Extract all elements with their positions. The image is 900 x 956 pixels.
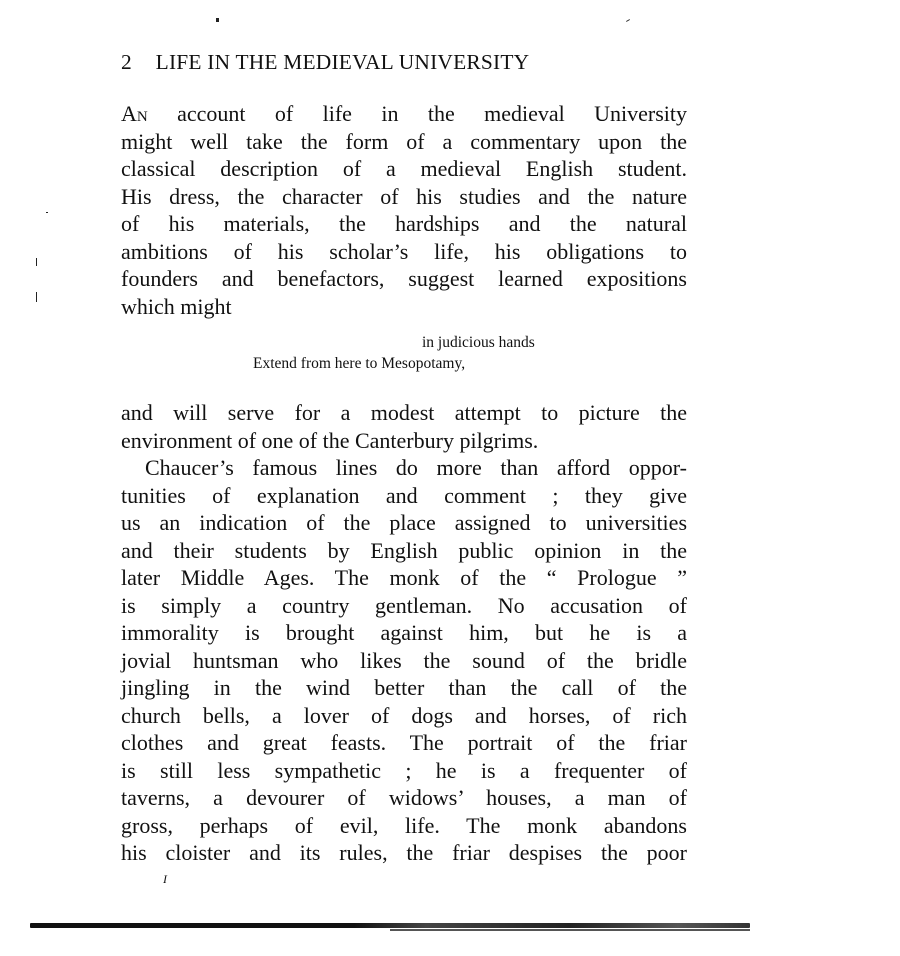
text-line: founders and benefactors, suggest learned expositions bbox=[121, 266, 687, 291]
text-line: ambitions of his scholar’s life, his obligations to bbox=[121, 238, 687, 264]
text-line: might well take the form of a commentary upon the bbox=[121, 128, 687, 154]
lead-smallcaps: An bbox=[121, 101, 148, 126]
text-line: church bells, a lover of dogs and horses, of rich bbox=[121, 702, 687, 728]
paragraph-continuation bbox=[121, 399, 687, 867]
text-line: and their students by English public opinion in the bbox=[121, 537, 687, 563]
text-line: is simply a country gentleman. No accusation of bbox=[121, 592, 687, 618]
text-line: and will serve for a modest attempt to picture the bbox=[121, 400, 687, 425]
quotation-line-2: Extend from here to Mesopotamy, bbox=[253, 355, 466, 372]
text-line: is still less sympathetic ; he is a frequenter of bbox=[121, 757, 687, 783]
text-line: environment of one of the Canterbury pilgrims. bbox=[121, 427, 539, 453]
text-line-content: account of life in the medieval University bbox=[147, 101, 687, 126]
text-line: clothes and great feasts. The portrait of the friar bbox=[121, 730, 687, 755]
text-line: later Middle Ages. The monk of the “ Prologue ” bbox=[121, 565, 687, 590]
text-line: immorality is brought against him, but he is a bbox=[121, 620, 687, 645]
text-line: tunities of explanation and comment ; they give bbox=[121, 482, 687, 508]
text-line: which might bbox=[121, 293, 232, 319]
quotation-line-1: in judicious hands bbox=[422, 334, 535, 351]
scan-speck bbox=[626, 19, 630, 22]
text-line: his cloister and its rules, the friar despises the poor bbox=[121, 840, 687, 865]
text-line: of his materials, the hardships and the natural bbox=[121, 211, 687, 236]
page-edge-rule-shadow bbox=[390, 929, 750, 931]
text-line: taverns, a devourer of widows’ houses, a man of bbox=[121, 785, 687, 810]
running-head-title: LIFE IN THE MEDIEVAL UNIVERSITY bbox=[155, 50, 530, 74]
paragraph-intro bbox=[121, 100, 687, 320]
page-edge-rule bbox=[30, 923, 750, 928]
scan-speck bbox=[36, 292, 37, 302]
text-line bbox=[121, 100, 687, 128]
running-head bbox=[121, 48, 702, 76]
text-line: jingling in the wind better than the call of the bbox=[121, 675, 687, 700]
scan-speck bbox=[46, 212, 48, 213]
scan-speck bbox=[216, 18, 219, 22]
text-line: Chaucer’s famous lines do more than afford oppor- bbox=[145, 455, 687, 480]
text-line: gross, perhaps of evil, life. The monk abandons bbox=[121, 812, 687, 838]
text-line: His dress, the character of his studies and the nature bbox=[121, 183, 687, 209]
text-line: classical description of a medieval English student. bbox=[121, 156, 687, 181]
scan-speck bbox=[36, 258, 37, 266]
page-number: 2 bbox=[121, 50, 132, 74]
signature-mark: I bbox=[163, 872, 167, 886]
text-line: jovial huntsman who likes the sound of the bridle bbox=[121, 647, 687, 673]
text-line: us an indication of the place assigned to universities bbox=[121, 510, 687, 535]
